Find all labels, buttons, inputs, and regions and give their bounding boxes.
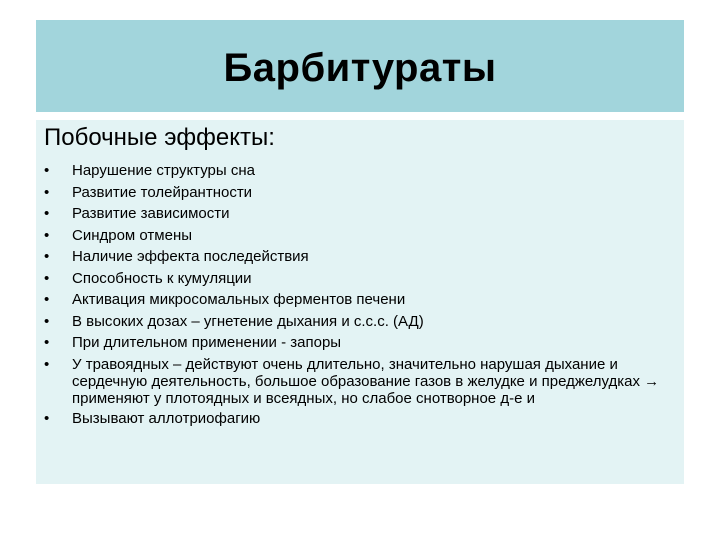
list-item bbox=[44, 313, 674, 331]
list-item-text: В высоких дозах – угнетение дыхания и с.с.с. (АД) bbox=[72, 312, 424, 330]
list-item-text: Способность к кумуляции bbox=[72, 269, 252, 287]
list-item-text: Вызывают аллотриофагию bbox=[72, 410, 261, 427]
list-item bbox=[44, 184, 674, 202]
list-item-text: Развитие толейрантности bbox=[72, 183, 253, 201]
bullet-icon: • bbox=[44, 355, 50, 373]
list-item-text: При длительном применении - запоры bbox=[72, 334, 342, 351]
slide-subtitle: Побочные эффекты: bbox=[44, 124, 275, 151]
list-item-text: Наличие эффекта последействия bbox=[72, 248, 309, 265]
list-item bbox=[44, 291, 674, 309]
title-bar bbox=[36, 20, 684, 112]
list-item bbox=[44, 270, 674, 288]
list-item-text: Развитие зависимости bbox=[72, 205, 230, 222]
bullet-icon: • bbox=[44, 162, 50, 179]
list-item-text: Активация микросомальных ферментов печени bbox=[72, 291, 406, 308]
list-item bbox=[44, 356, 674, 407]
list-item bbox=[44, 162, 674, 180]
list-item-text: Синдром отмены bbox=[72, 226, 193, 244]
bullet-icon: • bbox=[44, 291, 50, 308]
list-item-text: Нарушение структуры сна bbox=[72, 162, 255, 179]
bullet-icon: • bbox=[44, 334, 50, 351]
bullet-icon: • bbox=[44, 183, 50, 201]
list-item bbox=[44, 334, 674, 352]
bullet-icon: • bbox=[44, 205, 50, 222]
bullet-icon: • bbox=[44, 312, 50, 330]
content-box bbox=[36, 120, 684, 484]
list-item bbox=[44, 410, 674, 428]
bullet-list bbox=[44, 162, 674, 432]
bullet-icon: • bbox=[44, 269, 50, 287]
bullet-icon: • bbox=[44, 248, 50, 265]
list-item bbox=[44, 248, 674, 266]
list-item-text: У травоядных – действуют очень длительно, значительно нарушая дыхание и сердечную деятельность, большое образование газов в желудке и преджелудках → применяют у плотоядных и всеядных, но слабое снотворное д-е и bbox=[72, 355, 660, 407]
bullet-icon: • bbox=[44, 226, 50, 244]
list-item bbox=[44, 227, 674, 245]
slide-title: Барбитураты bbox=[223, 45, 497, 90]
bullet-icon: • bbox=[44, 410, 50, 427]
list-item bbox=[44, 205, 674, 223]
